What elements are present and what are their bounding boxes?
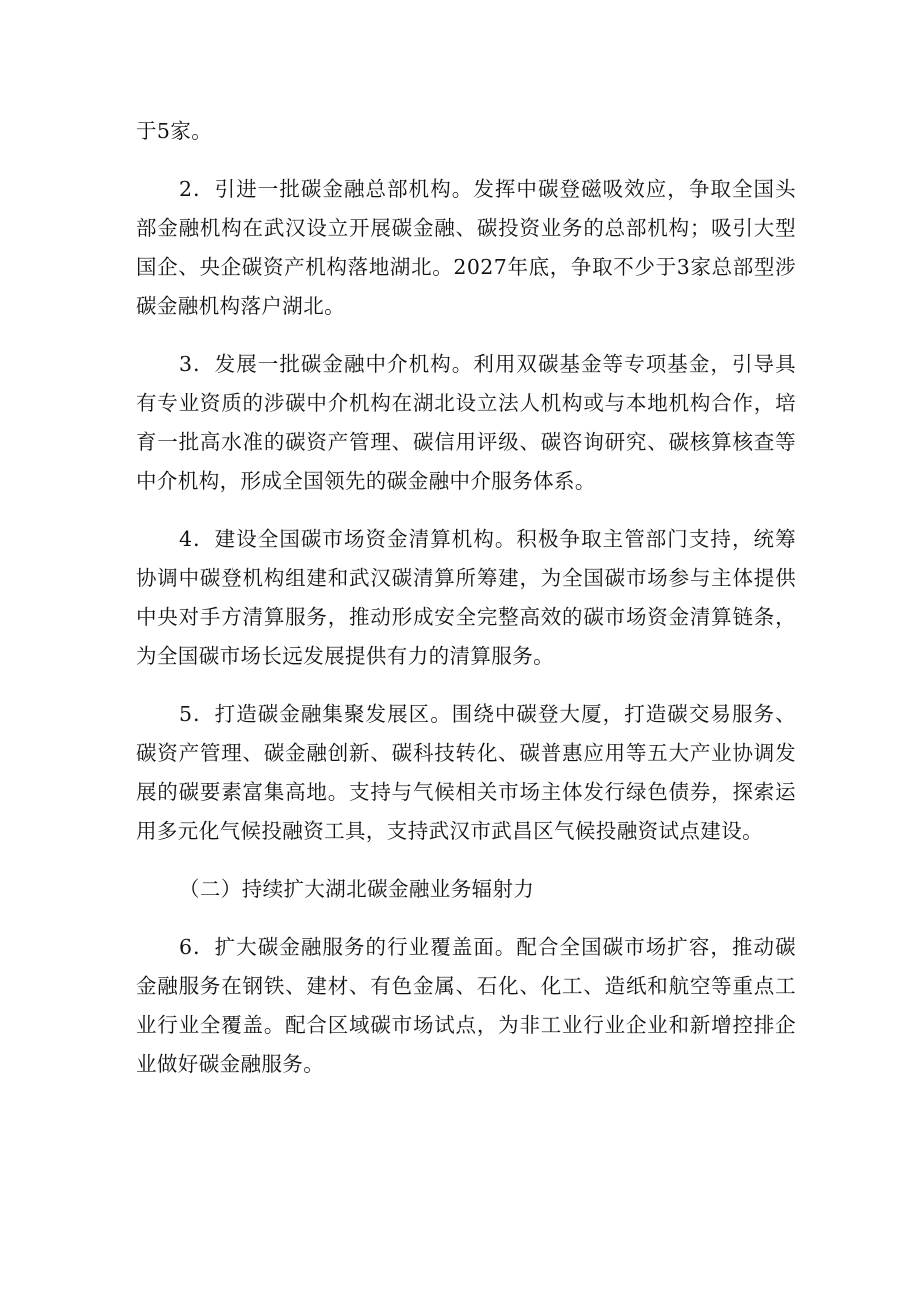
section-heading: （二）持续扩大湖北碳金融业务辐射力	[179, 877, 535, 901]
paragraph-item-3: 3．发展一批碳金融中介机构。利用双碳基金等专项基金，引导具有专业资质的涉碳中介机构在湖北设立法人机构或与本地机构合作，培育一批高水准的碳资产管理、碳信用评级、碳咨询研究、碳核算核查等中介机构，形成全国领先的碳金融中介服务体系。	[136, 352, 796, 493]
paragraph-item-5: 5．打造碳金融集聚发展区。围绕中碳登大厦，打造碳交易服务、碳资产管理、碳金融创新、碳科技转化、碳普惠应用等五大产业协调发展的碳要素富集高地。支持与气候相关市场主体发行绿色债券，探索运用多元化气候投融资工具，支持武汉市武昌区气候投融资试点建设。	[136, 702, 796, 843]
paragraph-item-6: 6．扩大碳金融服务的行业覆盖面。配合全国碳市场扩容，推动碳金融服务在钢铁、建材、有色金属、石化、化工、造纸和航空等重点工业行业全覆盖。配合区域碳市场试点，为非工业行业企业和新增控排企业做好碳金融服务。	[136, 935, 796, 1076]
paragraph-item-4: 4．建设全国碳市场资金清算机构。积极争取主管部门支持，统筹协调中碳登机构组建和武汉碳清算所筹建，为全国碳市场参与主体提供中央对手方清算服务，推动形成安全完整高效的碳市场资金清算链条，为全国碳市场长远发展提供有力的清算服务。	[136, 527, 796, 668]
paragraph-item-2: 2．引进一批碳金融总部机构。发挥中碳登磁吸效应，争取全国头部金融机构在武汉设立开展碳金融、碳投资业务的总部机构；吸引大型国企、央企碳资产机构落地湖北。2027年底，争取不少于3家总部型涉碳金融机构落户湖北。	[136, 177, 796, 318]
document-body	[136, 112, 796, 1103]
paragraph-continuation: 于5家。	[136, 119, 213, 143]
